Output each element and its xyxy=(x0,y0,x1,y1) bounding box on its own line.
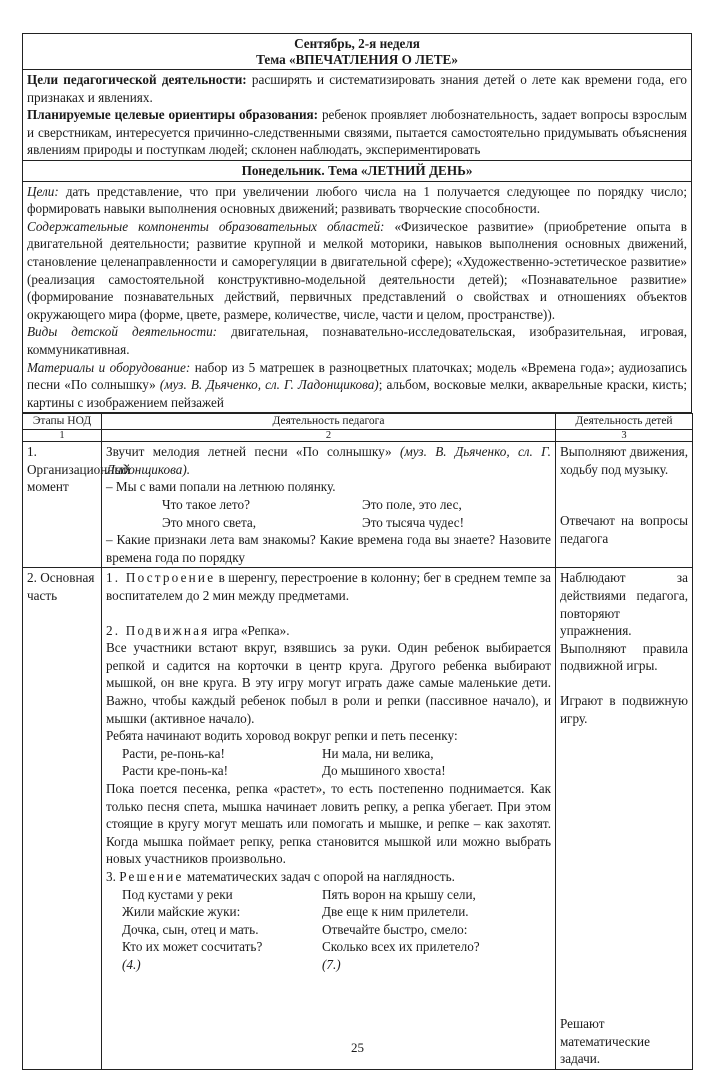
col-number-1: 1 xyxy=(23,430,102,442)
teacher-cell xyxy=(102,568,556,1070)
monday-title: Понедельник. Тема «ЛЕТНИЙ ДЕНЬ» xyxy=(23,161,691,182)
lesson-plan-page xyxy=(22,33,692,1070)
riddle-answer: (4.) xyxy=(122,956,141,972)
step3-num: 3. xyxy=(106,868,120,884)
page-number: 25 xyxy=(351,1040,364,1055)
row2-kids-2: Выполняют правила подвижной игры. xyxy=(560,640,688,674)
table-row xyxy=(23,568,693,1070)
game-description: Все участники встают вкруг, взявшись за руки. Один ребенок выбирается репкой и садится на корточки в центр круга. Другого ребенка выбирают мышкой, он вне круга. В эту игру могут играть даже самые маленькие дети. Важно, чтобы каждый ребенок побыл в роли и репки (пассивное начало), и мышки (активное начало). xyxy=(106,640,551,726)
goals-section xyxy=(23,70,691,161)
kinds-text: двигательная, познавательно-исследовательская, изобразительная, игровая, коммуникативная. xyxy=(27,324,687,357)
game-rules: Пока поется песенка, репка «растет», то есть постепенно поднимается. Как только песня спета, мышка начинает ловить репку, а репка убегает. При этом стоящие в кругу могут мешать или помогать и мышке, и репке – как захотят. Когда мышка поймает репку, репка становится мышкой или можно выбрать новых участников произвольно. xyxy=(106,780,551,867)
monday-goals-text: дать представление, что при увеличении любого числа на 1 получается следующее по порядку число; формировать навыки выполнения основных движений; развивать творческие способности. xyxy=(27,183,687,217)
materials-text-1: набор из 5 матрешек в разноцветных платочках; модель «Времена года»; аудиозапись песни «По солнышку» xyxy=(27,359,687,393)
materials-italic: (муз. В. Дьяченко, сл. Г. Ладонщикова) xyxy=(159,377,379,393)
poem-line: Ни мала, ни велика, xyxy=(322,745,434,761)
step1-text: в шеренгу, перестроение в колонну; бег в среднем темпе за воспитателем до 2 мин между предметами. xyxy=(106,570,551,604)
summer-poem xyxy=(106,496,551,531)
poem-line: Под кустами у реки xyxy=(122,886,233,902)
materials-text-2: ; альбом, восковые мелки, акварельные краски, кисть; картины с изображением пейзажей xyxy=(27,377,687,410)
riddle-question: Кто их может сосчитать? xyxy=(122,939,263,955)
table-header-row xyxy=(23,414,693,430)
week-title: Сентябрь, 2-я неделя xyxy=(294,36,420,51)
poem-line: Это поле, это лес, xyxy=(362,497,462,513)
row2-kids-1: Наблюдают за действиями педагога, повторяют упражнения. xyxy=(560,570,688,639)
header-stages: Этапы НОД xyxy=(23,414,102,430)
children-cell xyxy=(556,442,693,568)
kinds-label: Виды детской деятельности: xyxy=(27,324,218,340)
row2-kids-3: Играют в подвижную игру. xyxy=(560,693,688,726)
step1-label: 1. Построение xyxy=(106,570,216,586)
poem-line xyxy=(122,938,322,973)
teacher-cell xyxy=(102,442,556,568)
monday-goals-label: Цели: xyxy=(27,183,59,199)
header-teacher: Деятельность педагога xyxy=(102,414,556,430)
poem-line: Это много света, xyxy=(162,514,257,530)
stage-cell: 1. Организационный момент xyxy=(23,442,102,568)
stage-cell: 2. Основная часть xyxy=(23,568,102,1070)
table-row xyxy=(23,442,693,568)
row1-text-3: – Какие признаки лета вам знакомы? Какие времена года вы знаете? Назовите времена года по порядку xyxy=(106,532,551,565)
riddle-question: Сколько всех их прилетело? xyxy=(322,939,480,955)
step3-label: Решение xyxy=(119,868,184,884)
col-number-2: 2 xyxy=(102,430,556,442)
poem-line: Дочка, сын, отец и мать. xyxy=(122,921,259,937)
row1-text-1: Звучит мелодия летней песни «По солнышку» xyxy=(106,444,400,460)
nod-table xyxy=(22,413,693,1070)
content-text: «Физическое развитие» (приобретение опыта в двигательной деятельности; развитие крупной и мелкой моторики, навыков выполнения основных движений, становление целенаправленности и саморегуляции в двигательной сфере); «Художественно-эстетическое развитие» (реализация самостоятельной конструктивно-модельной деятельности детей); «Познавательное развитие» (формирование познавательных действий, первичных представлений о свойствах и отношениях объектов окружающего мира (форме, цвете, размере, количестве, числе, части и целом, пространстве)). xyxy=(27,218,687,322)
game-song-intro: Ребята начинают водить хоровод вокруг репки и петь песенку: xyxy=(106,728,458,744)
poem-line: Расти, ре-понь-ка! xyxy=(122,745,225,761)
plan-box xyxy=(22,33,692,413)
table-number-row xyxy=(23,430,693,442)
repka-song xyxy=(106,745,551,780)
planned-text: ребенок проявляет любознательность, задает вопросы взрослым и сверстникам, интересуется причинно-следственными связями, пытается самостоятельно придумывать объяснения явлениям природы и поступкам людей; склонен наблюдать, экспериментировать xyxy=(27,107,687,158)
children-cell xyxy=(556,568,693,1070)
week-theme: Тема «ВПЕЧАТЛЕНИЯ О ЛЕТЕ» xyxy=(256,52,458,67)
row2-kids-4: Решают математические задачи. xyxy=(560,1016,650,1067)
row1-kids-1: Выполняют движения, ходьбу под музыку. xyxy=(560,444,688,477)
col-number-3: 3 xyxy=(556,430,693,442)
header-children: Деятельность детей xyxy=(556,414,693,430)
poem-line: Отвечайте быстро, смело: xyxy=(322,921,468,937)
goals-label: Цели педагогической деятельности: xyxy=(27,72,247,87)
week-header xyxy=(23,34,691,70)
poem-line: Это тысяча чудес! xyxy=(362,514,465,530)
poem-line: Что такое лето? xyxy=(162,497,250,513)
poem-line: Расти кре-понь-ка! xyxy=(122,763,228,779)
monday-section xyxy=(23,182,691,414)
poem-line: Жили майские жуки: xyxy=(122,904,241,920)
math-riddles xyxy=(106,886,551,974)
planned-label: Планируемые целевые ориентиры образования: xyxy=(27,107,319,123)
step2-text: игра «Репка». xyxy=(209,622,290,638)
row1-text-2: – Мы с вами попали на летнюю полянку. xyxy=(106,479,336,495)
step3-text: математических задач с опорой на наглядность. xyxy=(183,868,455,884)
poem-line: Пять ворон на крышу сели, xyxy=(322,886,476,902)
poem-line: До мышиного хвоста! xyxy=(322,763,446,779)
goals-text: расширять и систематизировать знания детей о лете как времени года, его признаках и явлениях. xyxy=(27,72,687,105)
poem-line xyxy=(322,938,551,973)
content-label: Содержательные компоненты образовательных областей: xyxy=(27,218,385,234)
poem-line: Две еще к ним прилетели. xyxy=(322,904,469,920)
step2-label: 2. Подвижная xyxy=(106,622,210,638)
row1-kids-2: Отвечают на вопросы педагога xyxy=(560,513,688,547)
materials-label: Материалы и оборудование: xyxy=(27,359,191,375)
riddle-answer: (7.) xyxy=(322,956,341,972)
row1-italic: (муз. В. Дьяченко, сл. Г. Ладонщикова). xyxy=(106,444,551,477)
